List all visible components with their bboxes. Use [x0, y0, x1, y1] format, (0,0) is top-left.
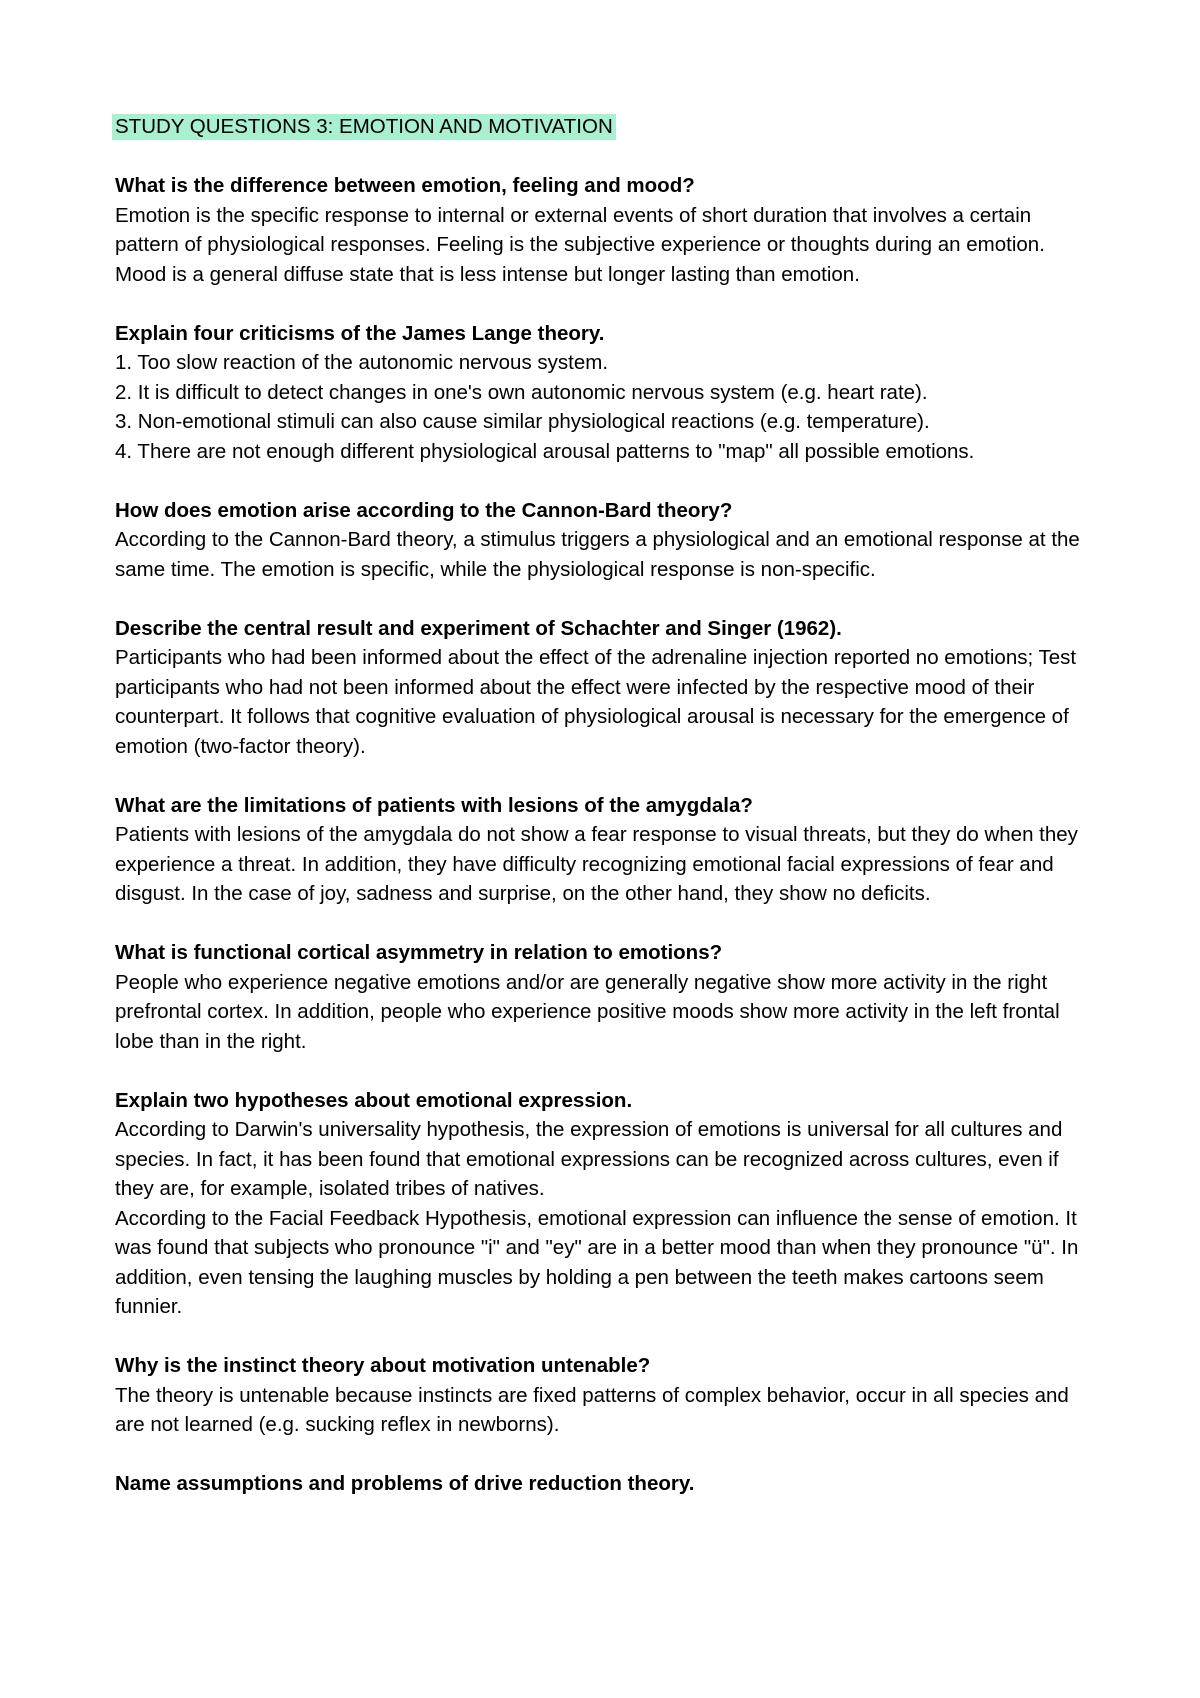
question-heading: What is functional cortical asymmetry in relation to emotions? [115, 941, 723, 964]
answer-paragraph: Patients with lesions of the amygdala do not show a fear response to visual threats, but they do when they experience a threat. In addition, they have difficulty recognizing emotional facial expressions of fear and disgust. In the case of joy, sadness and surprise, on the other hand, they show no deficits. [115, 823, 1078, 905]
question-heading: Explain two hypotheses about emotional expression. [115, 1088, 633, 1112]
list-item: 2. It is difficult to detect changes in one's own autonomic nervous system (e.g. heart rate). [115, 380, 928, 404]
question-heading: Name assumptions and problems of drive reduction theory. [115, 1472, 695, 1495]
section-cannon-bard [115, 496, 1095, 585]
list-item: 1. Too slow reaction of the autonomic nervous system. [115, 351, 609, 374]
section-emotional-expression [115, 1086, 1095, 1322]
question-heading: What are the limitations of patients with lesions of the amygdala? [115, 793, 753, 817]
question-heading: Describe the central result and experiment of Schachter and Singer (1962). [115, 616, 842, 640]
answer-paragraph: According to the Cannon-Bard theory, a stimulus triggers a physiological and an emotional response at the same time. The emotion is specific, while the physiological response is non-specific. [115, 528, 1080, 581]
question-heading: Explain four criticisms of the James Lange theory. [115, 321, 605, 345]
document-title: STUDY QUESTIONS 3: EMOTION AND MOTIVATION [112, 114, 616, 140]
list-item: 4. There are not enough different physiological arousal patterns to "map" all possible emotions. [115, 439, 975, 463]
section-instinct-theory [115, 1351, 1095, 1440]
section-amygdala-lesions [115, 791, 1095, 909]
section-drive-reduction [115, 1469, 1095, 1499]
title-line [115, 112, 1095, 142]
answer-paragraph: According to Darwin's universality hypothesis, the expression of emotions is universal for all cultures and species. In fact, it has been found that emotional expressions can be recognized across cultures, even if they are, for example, isolated tribes of natives. [115, 1118, 1063, 1200]
section-cortical-asymmetry [115, 938, 1095, 1056]
section-james-lange-criticisms [115, 319, 1095, 467]
section-emotion-feeling-mood [115, 171, 1095, 289]
question-heading: What is the difference between emotion, feeling and mood? [115, 174, 695, 197]
criticism-list [115, 348, 1095, 466]
answer-paragraph: The theory is untenable because instincts are fixed patterns of complex behavior, occur in all species and are not learned (e.g. sucking reflex in newborns). [115, 1383, 1069, 1436]
document-page [115, 112, 1095, 1499]
section-schachter-singer [115, 614, 1095, 762]
question-heading: How does emotion arise according to the Cannon-Bard theory? [115, 498, 733, 522]
question-heading: Why is the instinct theory about motivation untenable? [115, 1354, 651, 1377]
answer-paragraph: Participants who had been informed about the effect of the adrenaline injection reported no emotions; Test participants who had not been informed about the effect were infected by the respective mood of their counterpart. It follows that cognitive evaluation of physiological arousal is necessary for the emergence of emotion (two-factor theory). [115, 646, 1077, 758]
answer-paragraph: Emotion is the specific response to internal or external events of short duration that involves a certain pattern of physiological responses. Feeling is the subjective experience or thoughts during an emotion. Mood is a general diffuse state that is less intense but longer lasting than emotion. [115, 203, 1045, 286]
answer-paragraph: People who experience negative emotions and/or are generally negative show more activity in the right prefrontal cortex. In addition, people who experience positive moods show more activity in the left frontal lobe than in the right. [115, 970, 1060, 1053]
list-item: 3. Non-emotional stimuli can also cause similar physiological reactions (e.g. temperature). [115, 410, 930, 433]
answer-paragraph-2: According to the Facial Feedback Hypothesis, emotional expression can influence the sense of emotion. It was found that subjects who pronounce "i" and "ey" are in a better mood than when they pronounce "ü". In addition, even tensing the laughing muscles by holding a pen between the teeth makes cartoons seem funnier. [115, 1206, 1079, 1318]
